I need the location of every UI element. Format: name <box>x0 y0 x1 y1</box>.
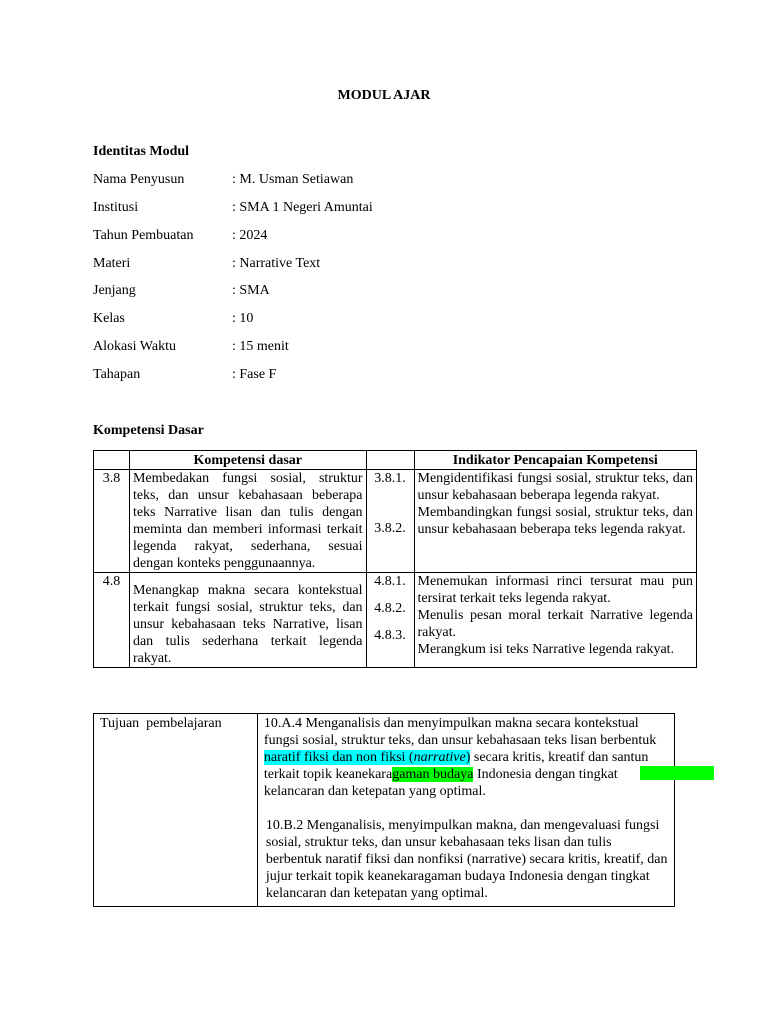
indicator-numbers <box>366 573 414 668</box>
indicator-number: 4.8.3. <box>374 628 406 643</box>
identitas-label: Institusi <box>93 200 139 215</box>
objective-paragraph: 10.B.2 Menganalisis, menyimpulkan makna, dan mengevaluasi fungsi sosial, struktur teks, dan unsur kebahasaan teks lisan dan tulis berbentuk naratif fiksi dan nonfiksi (narrative) secara kritis, kreatif, dan jujur terkait topik keanekaragaman budaya Indonesia dengan tingkat kelancaran dan ketepatan yang optimal. <box>265 818 668 901</box>
empty-header-cell <box>94 451 130 470</box>
kompetensi-header-row <box>94 451 697 470</box>
identitas-label: Materi <box>93 256 131 271</box>
table-row <box>94 470 697 573</box>
identitas-value: : SMA <box>232 283 270 298</box>
identitas-label: Alokasi Waktu <box>93 339 176 354</box>
kd-description: Menangkap makna secara kontekstual terkait fungsi sosial, struktur teks, dan unsur kebahasaan teks Narrative, lisan dan tulis sederhana terkait legenda rakyat. <box>129 573 366 668</box>
tujuan-table <box>93 713 675 907</box>
empty-header-cell <box>366 451 414 470</box>
objective-paragraph <box>264 715 668 800</box>
indicator-text: Menulis pesan moral terkait Narrative legenda rakyat. <box>417 608 693 640</box>
kd-column-header: Kompetensi dasar <box>129 451 366 470</box>
highlight-overflow-mark <box>640 766 714 780</box>
identitas-row-penyusun <box>93 172 593 190</box>
identitas-value: : 10 <box>232 311 254 326</box>
objective-text: Indonesia dengan tingkat kelancaran dan ketepatan yang optimal. <box>263 767 618 799</box>
kd-description: Membedakan fungsi sosial, struktur teks, dan unsur kebahasaan beberapa teks Narrative lisan dan tulis dengan meminta dan memberi informasi terkait legenda rakyat, sederhana, sesuai dengan konteks penggunaannya. <box>129 470 366 573</box>
identitas-value: : M. Usman Setiawan <box>232 172 354 187</box>
indicator-numbers <box>366 470 414 573</box>
identitas-label: Jenjang <box>93 283 136 298</box>
indicator-text: Membandingkan fungsi sosial, struktur teks, dan unsur kebahasaan beberapa teks legenda rakyat. <box>417 505 693 537</box>
ipk-column-header: Indikator Pencapaian Kompetensi <box>414 451 697 470</box>
identitas-row-alokasi <box>93 339 593 357</box>
kompetensi-heading: Kompetensi Dasar <box>93 423 204 438</box>
objective-text: 10.A.4 Menganalisis dan menyimpulkan makna secara kontekstual fungsi sosial, struktur teks, dan unsur kebahasaan teks lisan berbentuk <box>263 716 657 748</box>
identitas-label: Kelas <box>93 311 125 326</box>
identitas-label: Tahun Pembuatan <box>93 228 194 243</box>
indicator-number: 3.8.1. <box>374 471 406 486</box>
table-row <box>94 714 675 907</box>
indicator-list <box>414 573 697 668</box>
identitas-value: : Narrative Text <box>232 256 321 271</box>
highlight-cyan <box>264 750 470 765</box>
indicator-number: 4.8.1. <box>374 574 406 589</box>
identitas-value: : 2024 <box>232 228 268 243</box>
kompetensi-table <box>93 450 697 668</box>
kd-number: 4.8 <box>94 573 130 668</box>
identitas-row-materi <box>93 256 593 274</box>
tujuan-label: Tujuan pembelajaran <box>94 714 258 907</box>
identitas-value: : Fase F <box>232 367 277 382</box>
tujuan-content <box>257 714 674 907</box>
highlighted-text: ) <box>465 750 471 765</box>
identitas-label: Nama Penyusun <box>93 172 185 187</box>
kd-number: 3.8 <box>94 470 130 573</box>
document-title: MODUL AJAR <box>337 88 431 103</box>
identitas-row-tahapan <box>93 367 593 385</box>
identitas-label: Tahapan <box>93 367 141 382</box>
indicator-text: Menemukan informasi rinci tersurat mau pun tersirat terkait teks legenda rakyat. <box>417 574 693 606</box>
indicator-list <box>414 470 697 573</box>
highlighted-text: naratif fiksi dan non fiksi ( <box>263 750 414 765</box>
identitas-value: : 15 menit <box>232 339 289 354</box>
identitas-row-kelas <box>93 311 593 329</box>
indicator-text: Merangkum isi teks Narrative legenda rakyat. <box>417 642 675 657</box>
identitas-row-jenjang <box>93 283 593 301</box>
identitas-row-tahun <box>93 228 593 246</box>
highlight-green: gaman budaya <box>392 767 474 782</box>
objective-text: secara kritis, kreatif dan santun terkait topik keanekara <box>263 750 649 782</box>
indicator-number: 4.8.2. <box>374 601 406 616</box>
indicator-text: Mengidentifikasi fungsi sosial, struktur teks, dan unsur kebahasaan beberapa legenda rakyat. <box>417 471 693 503</box>
table-row <box>94 573 697 668</box>
highlighted-italic-text: narrative <box>413 750 466 765</box>
identitas-heading: Identitas Modul <box>93 144 190 159</box>
indicator-number: 3.8.2. <box>374 521 406 536</box>
identitas-value: : SMA 1 Negeri Amuntai <box>232 200 373 215</box>
identitas-row-institusi <box>93 200 593 218</box>
